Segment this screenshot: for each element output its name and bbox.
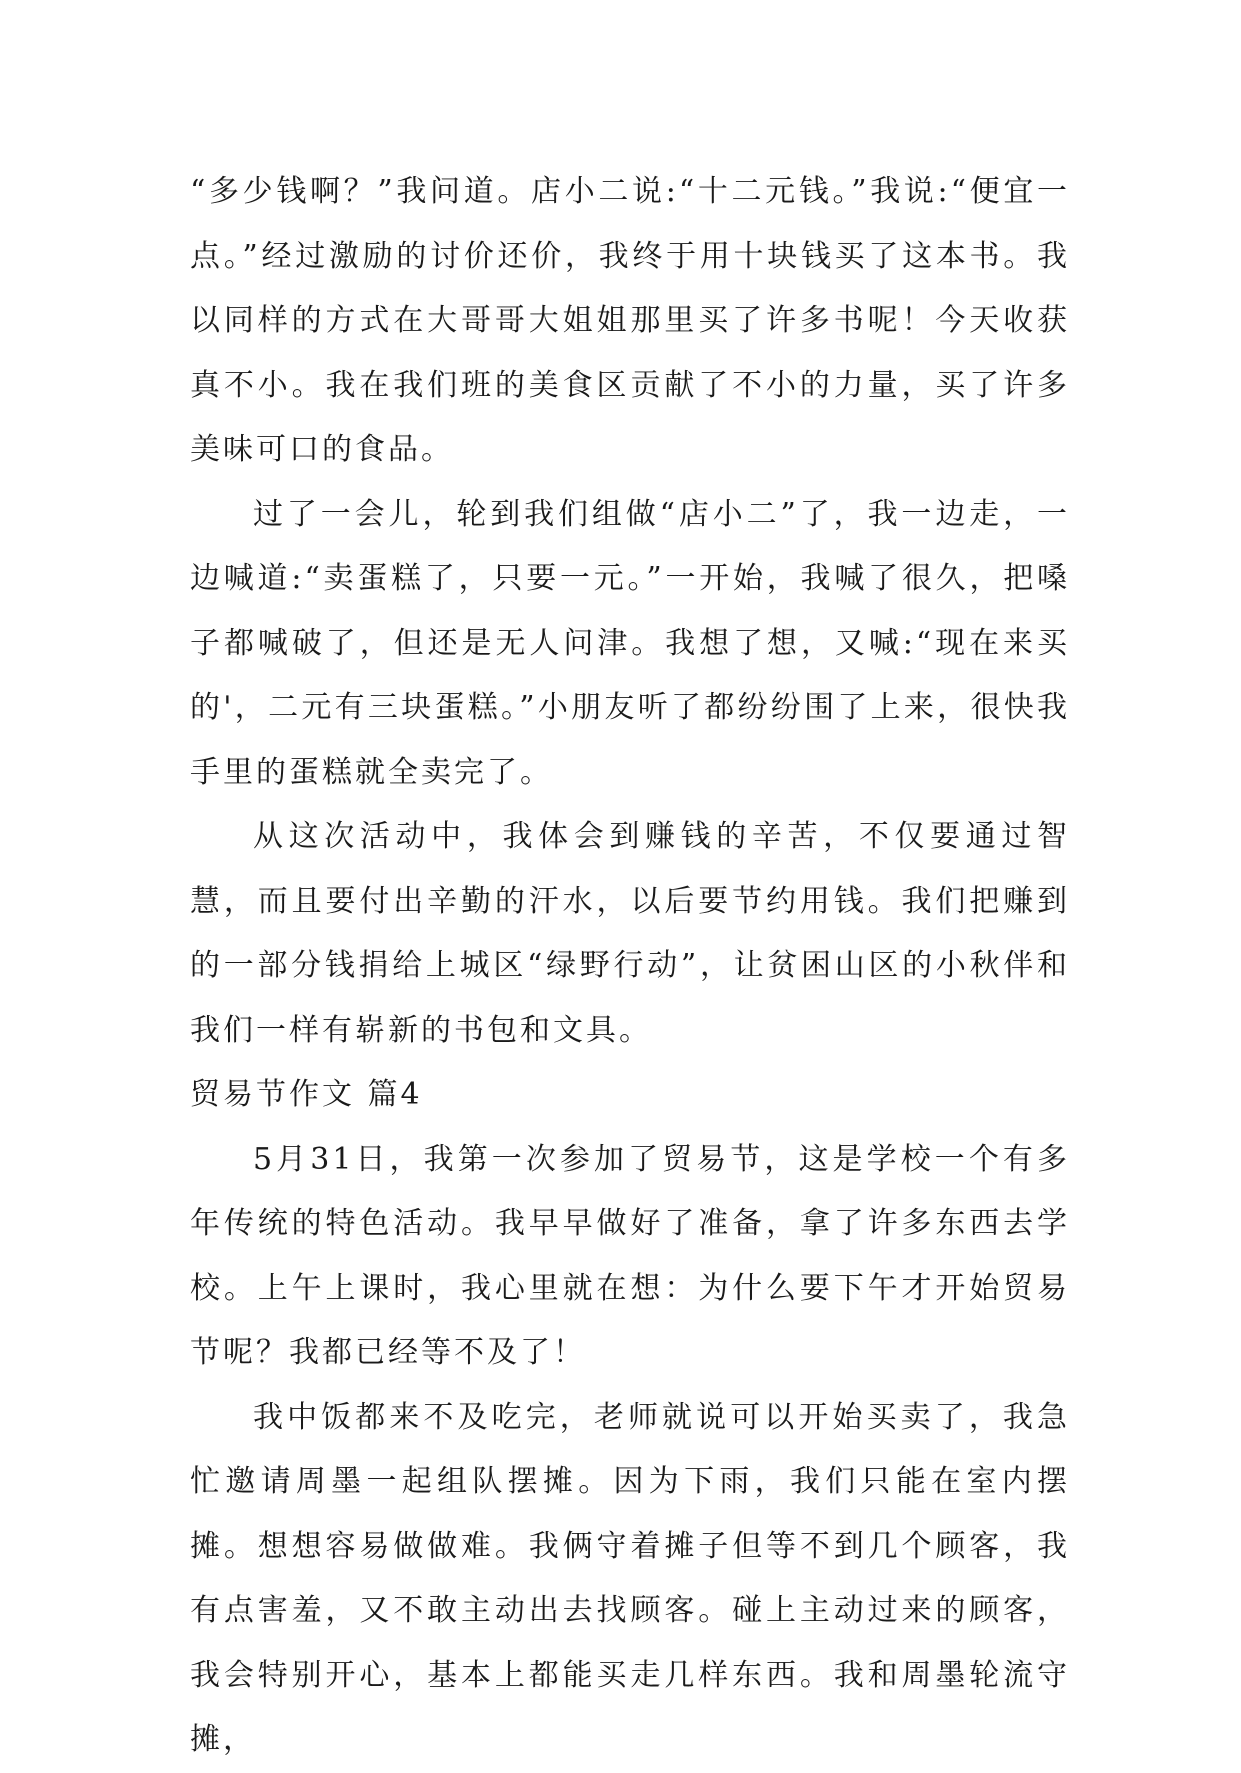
paragraph-3: 从这次活动中，我体会到赚钱的辛苦，不仅要通过智慧，而且要付出辛勤的汗水，以后要节约用钱。我们把赚到的一部分钱捐给上城区“绿野行动”，让贫困山区的小秋伴和我们一样有崭新的书包和文具。 [190,819,1070,1048]
section-heading: 贸易节作文 篇4 [190,1077,423,1112]
paragraph-5: 我中饭都来不及吃完，老师就说可以开始买卖了，我急忙邀请周墨一起组队摆摊。因为下雨，我们只能在室内摆摊。想想容易做做难。我俩守着摊子但等不到几个顾客，我有点害羞，又不敢主动出去找顾客。碰上主动过来的顾客，我会特别开心，基本上都能买走几样东西。我和周墨轮流守摊， [190,1399,1070,1757]
paragraph-4: 5月31日，我第一次参加了贸易节，这是学校一个有多年传统的特色活动。我早早做好了准备，拿了许多东西去学校。上午上课时，我心里就在想：为什么要下午才开始贸易节呢？我都已经等不及了！ [190,1141,1070,1370]
paragraph-2: 过了一会儿，轮到我们组做“店小二”了，我一边走，一边喊道:“卖蛋糕了，只要一元。”一开始，我喊了很久，把嗓子都喊破了，但还是无人问津。我想了想，又喊:“现在来买的'，二元有三块蛋糕。”小朋友听了都纷纷围了上来，很快我手里的蛋糕就全卖完了。 [190,496,1070,790]
paragraph-1: “多少钱啊？”我问道。店小二说:“十二元钱。”我说:“便宜一点。”经过激励的讨价还价，我终于用十块钱买了这本书。我以同样的方式在大哥哥大姐姐那里买了许多书呢！今天收获真不小。我在我们班的美食区贡献了不小的力量，买了许多美味可口的食品。 [190,174,1070,467]
document-body [190,160,1070,1773]
